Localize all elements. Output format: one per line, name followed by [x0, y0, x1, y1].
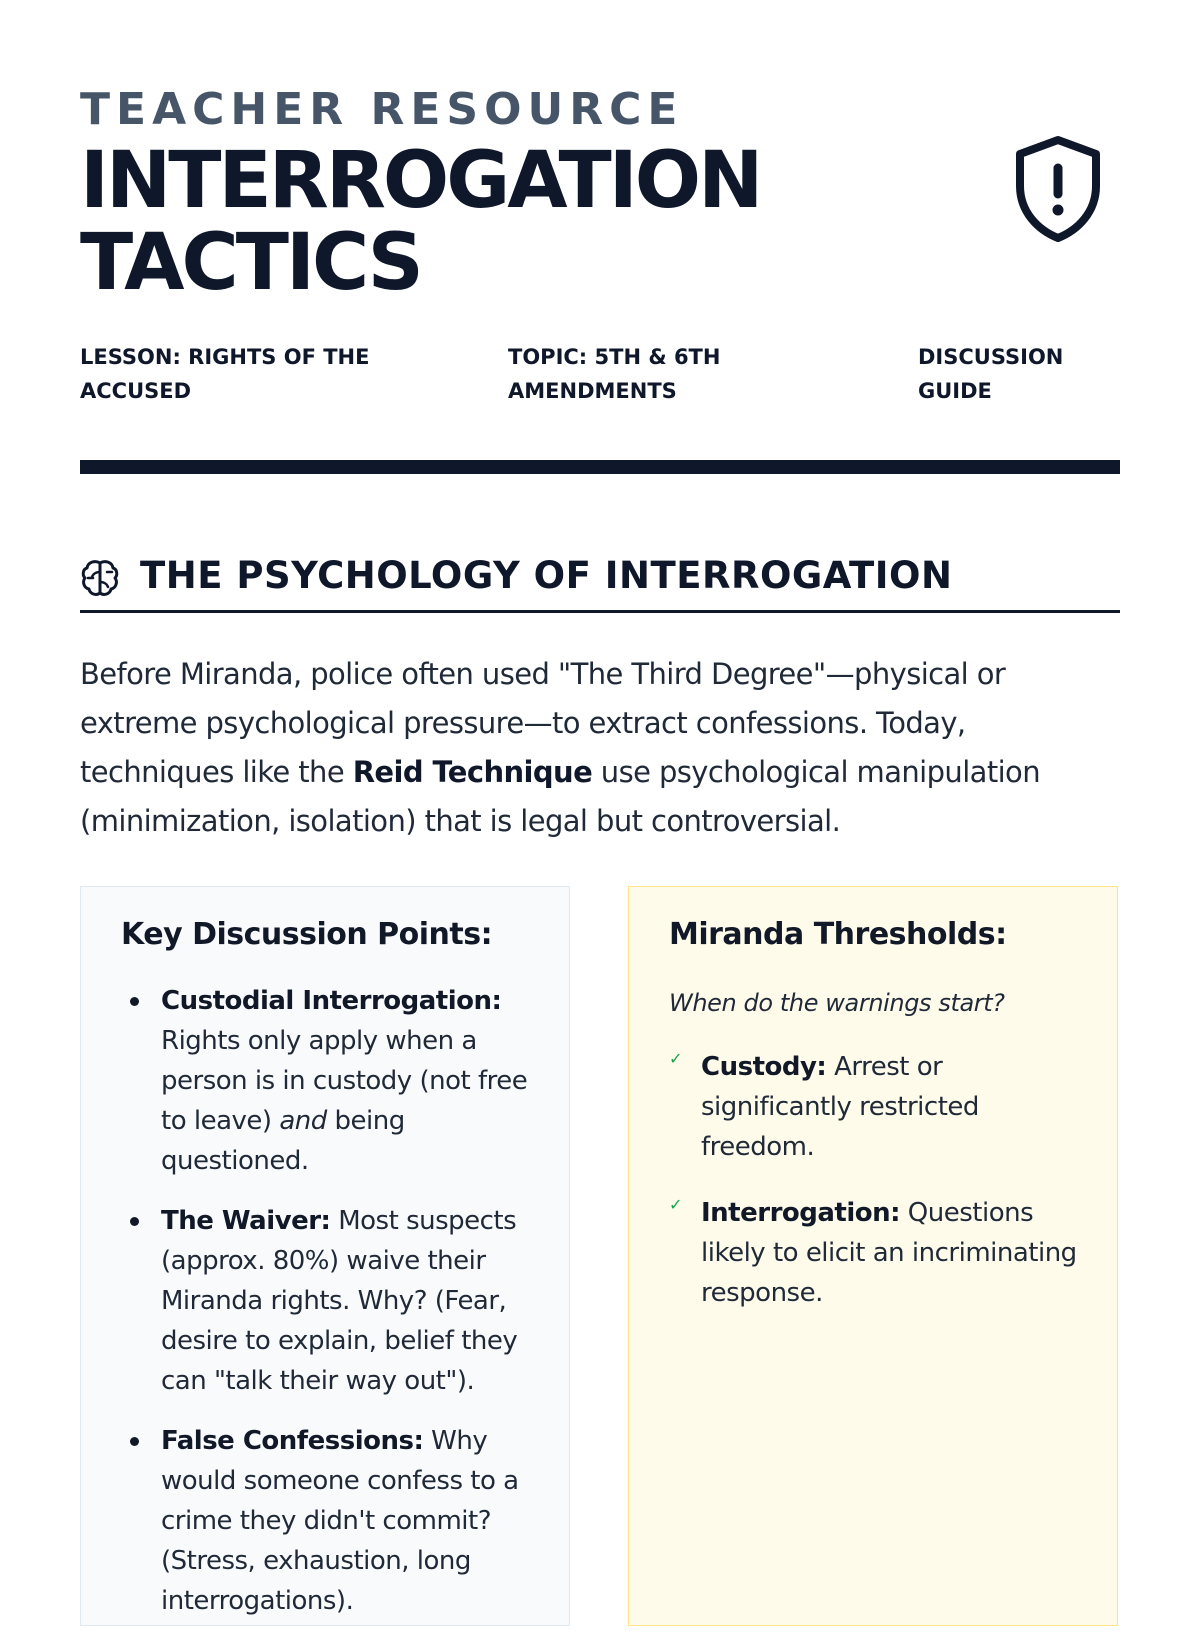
intro-text-2: use psychological manipulation (minimization, isolation) that is legal but controversial.: [80, 755, 1040, 838]
list-item: [669, 1193, 1079, 1313]
intro-text-1: Before Miranda, police often used "The Third Degree"—physical or extreme psychological pressure—to extract confessions. Today, techniques like the: [80, 657, 1006, 789]
section-title: THE PSYCHOLOGY OF INTERROGATION: [140, 554, 953, 597]
miranda-thresholds-card: [628, 886, 1118, 1626]
bullet-icon: [130, 1437, 139, 1446]
point-term: False Confessions:: [161, 1426, 424, 1456]
shield-alert-icon: [1010, 134, 1106, 244]
intro-paragraph: [80, 650, 1120, 846]
point-text-after: being questioned.: [161, 1106, 405, 1176]
section-header: [80, 552, 1120, 613]
page-title: INTERROGATION TACTICS: [80, 136, 761, 308]
point-text: Why would someone confess to a crime they didn't commit? (Stress, exhaustion, long interrogations).: [161, 1426, 519, 1616]
discussion-heading: Key Discussion Points:: [121, 917, 493, 952]
meta-topic: TOPIC: 5TH & 6TH AMENDMENTS: [508, 345, 721, 403]
check-icon: ✓: [669, 1195, 682, 1214]
list-item: [121, 1201, 531, 1401]
discussion-points-card: [80, 886, 570, 1626]
list-item: [669, 1047, 1079, 1167]
discussion-list: [121, 981, 531, 1641]
header-divider: [80, 460, 1120, 474]
point-text: Rights only apply when a person is in custody (not free to leave): [161, 1026, 528, 1136]
thresholds-heading: Miranda Thresholds:: [669, 917, 1007, 952]
threshold-term: Interrogation:: [701, 1198, 901, 1228]
point-emphasis: and: [279, 1106, 327, 1136]
meta-lesson: LESSON: RIGHTS OF THE ACCUSED: [80, 345, 370, 403]
meta-type: DISCUSSION GUIDE: [918, 345, 1064, 403]
list-item: [121, 1421, 531, 1621]
thresholds-list: [669, 1047, 1079, 1339]
list-item: [121, 981, 531, 1181]
threshold-term: Custody:: [701, 1052, 827, 1082]
brain-icon: [80, 558, 120, 598]
point-term: The Waiver:: [161, 1206, 331, 1236]
threshold-text: Questions likely to elicit an incriminating response.: [701, 1198, 1077, 1308]
eyebrow-label: TEACHER RESOURCE: [80, 84, 684, 135]
point-text: Most suspects (approx. 80%) waive their Miranda rights. Why? (Fear, desire to explain, belief they can "talk their way out").: [161, 1206, 518, 1396]
bullet-icon: [130, 997, 139, 1006]
check-icon: ✓: [669, 1049, 682, 1068]
bullet-icon: [130, 1217, 139, 1226]
threshold-text: Arrest or significantly restricted freedom.: [701, 1052, 979, 1162]
intro-bold-term: Reid Technique: [352, 755, 593, 789]
point-term: Custodial Interrogation:: [161, 986, 502, 1016]
lesson-meta: [80, 340, 1120, 410]
thresholds-subtitle: When do the warnings start?: [669, 989, 1005, 1017]
